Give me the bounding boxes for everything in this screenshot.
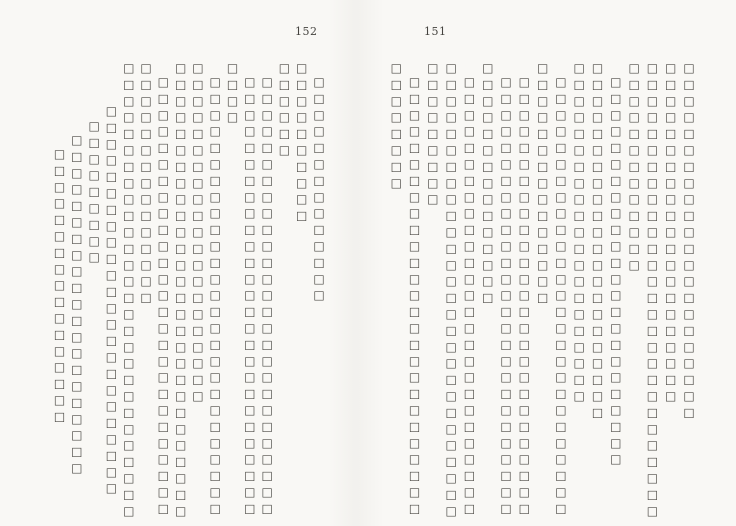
text-column-redacted: □□□□ [225, 61, 240, 127]
text-column-redacted: □□□□□□□□□□□□□□□□□□□□□ [663, 61, 678, 406]
text-column-redacted: □□□□□□□□ [389, 61, 404, 193]
text-column-redacted: □□□□□□□□□□□□□□□ [480, 61, 495, 307]
page-number-left: 152 [295, 25, 318, 38]
text-column-redacted: □□□□□□□□□□□□□ [627, 61, 642, 275]
text-column-redacted: □□□□□□□□□□□□□□□□□□□□□□□□□□□ [260, 75, 275, 519]
page-number-right: 151 [424, 25, 447, 38]
text-column-redacted: □□□□□□□□□ [87, 118, 102, 267]
text-column-redacted: □□□□□□□□□□□□□□□□□□□□□□ [590, 61, 605, 422]
text-column-redacted: □□□□□□□□□□□□□□□ [139, 61, 154, 307]
text-column-redacted: □□□□□□□□□□□□□□ [312, 75, 326, 305]
page-gutter [328, 0, 384, 526]
text-column-redacted: □□□□□□□□□□□□□□□□□□□□□□□□□□□□ [444, 61, 459, 521]
text-column-redacted: □□□□□□□□□□□□□□□□□□□□□□□□□□□ [156, 75, 171, 519]
page-151-text-block [386, 61, 698, 521]
text-column-redacted: □□□□□□□□□□□□□□□□□ [52, 147, 67, 427]
text-column-redacted: □□□□□□□□□□□□□□□□□□□□□□□□□□□□ [173, 61, 188, 521]
text-column-redacted: □□□□□□□□□□□□□□□□□□□□□□□□□□□ [462, 75, 477, 519]
text-column-redacted: □□□□□□□□□□□□□□□□□□□□□□ [682, 61, 696, 422]
text-column-redacted: □□□□□□□□□□□□□□□□□□□□□ [572, 61, 587, 406]
page-152-text-block [50, 61, 327, 521]
text-column-redacted: □□□□□□□□□□□□□□□□□□□□□□□□□□□ [208, 75, 223, 519]
text-column-redacted: □□□□□□ [277, 61, 292, 160]
text-column-redacted: □□□□□□□□□□□□□□□□□□□□□ [69, 133, 84, 478]
text-column-redacted: □□□□□□□□□□□□□□□□□□□□□□□□□□□□ [645, 61, 660, 521]
text-column-redacted: □□□□□□□□□□□□□□□□□□□□□□□□□□□ [553, 75, 568, 519]
text-column-redacted: □□□□□□□□□□□□□□□ [535, 61, 550, 307]
text-column-redacted: □□□□□□□□□ [425, 61, 440, 209]
text-column-redacted: □□□□□□□□□□□□□□□□□□□□□□□□ [104, 104, 119, 498]
text-column-redacted: □□□□□□□□□□□□□□□□□□□□□□□□□□□ [517, 75, 532, 519]
text-column-redacted: □□□□□□□□□□□□□□□□□□□□□□□□□□□ [499, 75, 514, 519]
text-column-redacted: □□□□□□□□□□ [294, 61, 309, 225]
text-column-redacted: □□□□□□□□□□□□□□□□□□□□□□□□□□□ [407, 75, 422, 519]
text-column-redacted: □□□□□□□□□□□□□□□□□□□□□ [190, 61, 205, 406]
text-column-redacted: □□□□□□□□□□□□□□□□□□□□□□□□□□□□ [121, 61, 136, 521]
text-column-redacted: □□□□□□□□□□□□□□□□□□□□□□□□□□□ [242, 75, 257, 519]
text-column-redacted: □□□□□□□□□□□□□□□□□□□□□□□□ [608, 75, 623, 469]
